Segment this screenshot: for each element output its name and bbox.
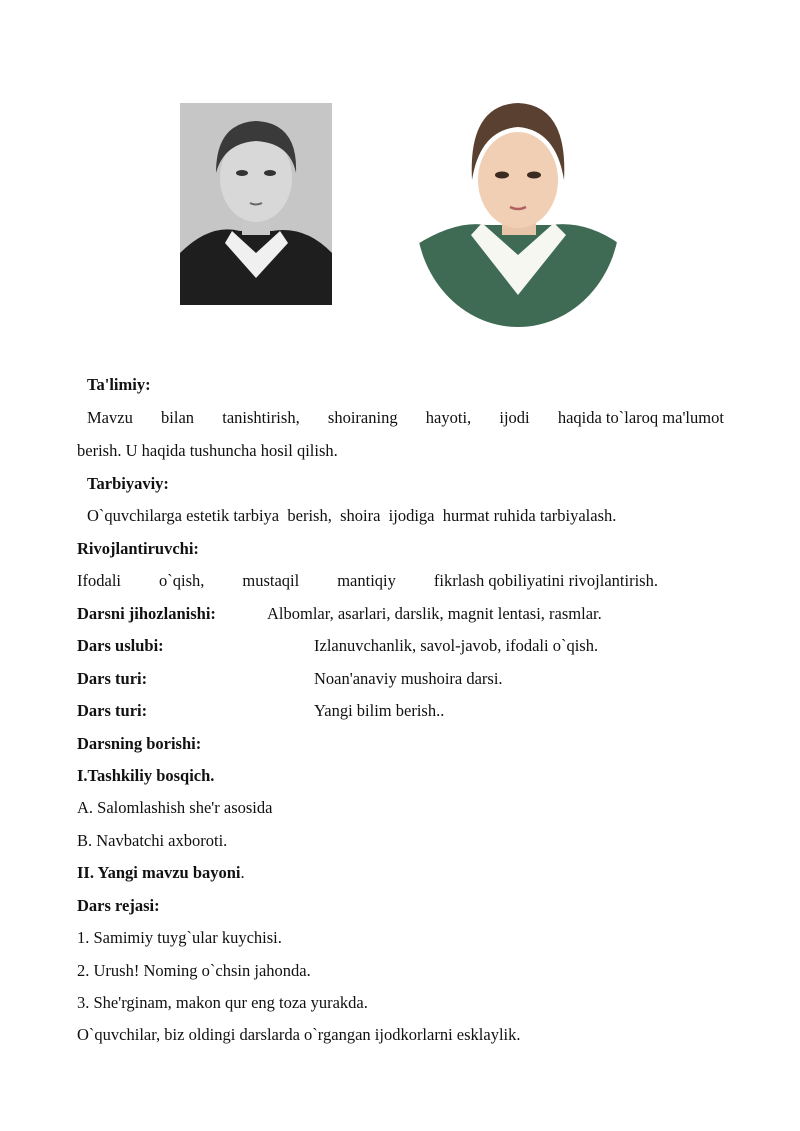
portrait-photo-bw xyxy=(180,103,332,305)
rivoj-word: fikrlash qobiliyatini rivojlantirish. xyxy=(433,571,658,590)
tashkiliy-item-b: B. Navbatchi axboroti. xyxy=(77,831,228,850)
reja-item-2: 2. Urush! Noming o`chsin jahonda. xyxy=(77,961,311,980)
reja-item-3: 3. She'rginam, makon qur eng toza yurakda. xyxy=(77,993,368,1012)
jihozlanishi-label: Darsni jihozlanishi: xyxy=(77,604,216,623)
rivoj-word: mantiqiy xyxy=(337,571,396,590)
tarbiyaviy-text: O`quvchilarga estetik tarbiya berish, shoira ijodiga hurmat ruhida tarbiyalash. xyxy=(87,506,617,525)
talimiy-word: ijodi xyxy=(499,408,530,427)
rivoj-word: o`qish, xyxy=(158,571,205,590)
portrait-photo-color xyxy=(416,95,621,327)
yangi-mavzu-line xyxy=(77,863,245,883)
talimiy-line-2: berish. U haqida tushuncha hosil qilish. xyxy=(77,441,338,460)
rivojlantiruvchi-text xyxy=(77,571,658,591)
dars-turi-label-1: Dars turi: xyxy=(77,669,148,688)
closing-text: O`quvchilar, biz oldingi darslarda o`rgangan ijodkorlarni esklaylik. xyxy=(77,1025,521,1044)
talimiy-word: Mavzu xyxy=(87,408,133,427)
talimiy-word: bilan xyxy=(161,408,195,427)
talimiy-heading: Ta'limiy: xyxy=(87,375,151,394)
yangi-mavzu-heading: II. Yangi mavzu bayoni xyxy=(77,863,241,882)
talimiy-word: shoiraning xyxy=(327,408,398,427)
dars-rejasi-heading: Dars rejasi: xyxy=(77,896,160,915)
tarbiyaviy-heading: Tarbiyaviy: xyxy=(87,474,169,493)
talimiy-word: hayoti, xyxy=(425,408,472,427)
darsning-borishi-heading: Darsning borishi: xyxy=(77,734,202,753)
rivoj-word: mustaqil xyxy=(242,571,300,590)
reja-item-1: 1. Samimiy tuyg`ular kuychisi. xyxy=(77,928,282,947)
talimiy-word: tanishtirish, xyxy=(222,408,300,427)
tashkiliy-heading: I.Tashkiliy bosqich. xyxy=(77,766,215,785)
yangi-mavzu-dot: . xyxy=(240,863,245,882)
rivoj-word: Ifodali xyxy=(77,571,121,590)
uslub-label: Dars uslubi: xyxy=(77,636,164,655)
uslub-value: Izlanuvchanlik, savol-javob, ifodali o`qish. xyxy=(314,636,599,655)
dars-turi-value-1: Noan'anaviy mushoira darsi. xyxy=(314,669,503,688)
dars-turi-value-2: Yangi bilim berish.. xyxy=(314,701,445,720)
jihozlanishi-value: Albomlar, asarlari, darslik, magnit lentasi, rasmlar. xyxy=(267,604,602,623)
tashkiliy-item-a: A. Salomlashish she'r asosida xyxy=(77,798,273,817)
talimiy-word: haqida to`laroq ma'lumot xyxy=(557,408,724,427)
talimiy-line-1 xyxy=(87,408,724,428)
dars-turi-label-2: Dars turi: xyxy=(77,701,148,720)
rivojlantiruvchi-heading: Rivojlantiruvchi: xyxy=(77,539,199,558)
